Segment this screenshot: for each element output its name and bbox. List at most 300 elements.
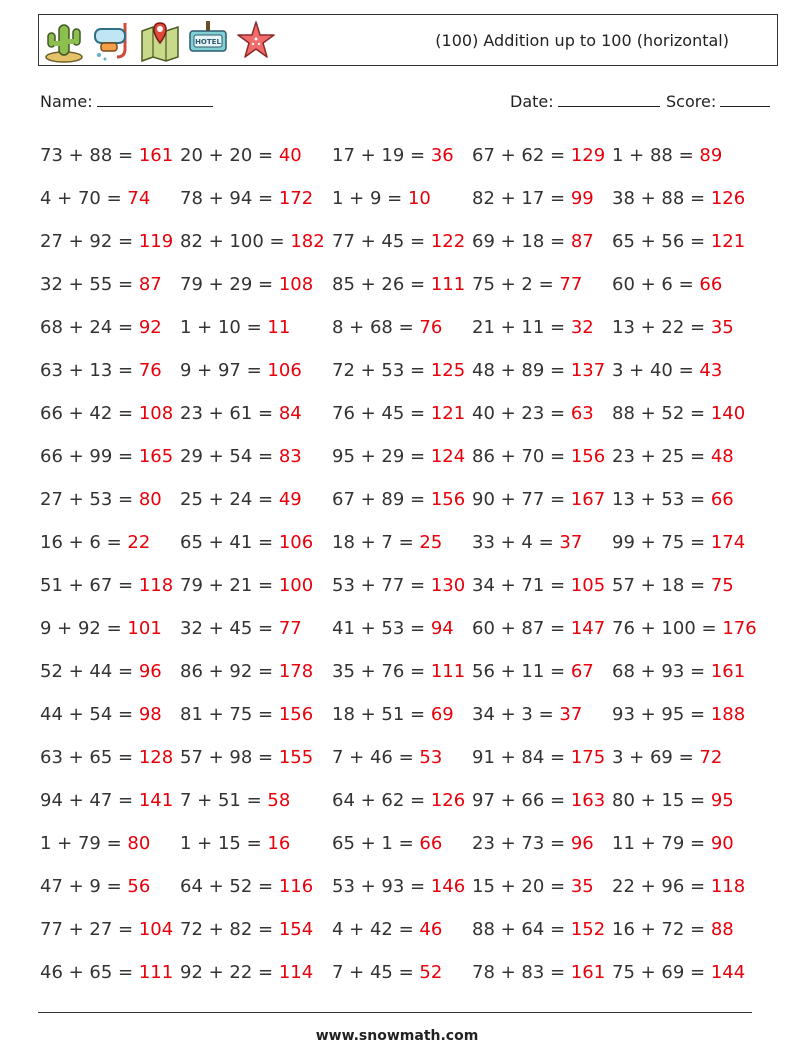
- problem-cell: [472, 736, 605, 779]
- problem-cell: [472, 349, 605, 392]
- problem-question: 60 + 87 =: [472, 618, 571, 639]
- worksheet-title: (100) Addition up to 100 (horizontal): [435, 31, 729, 50]
- problem-cell: [180, 177, 313, 220]
- problem-cell: [472, 908, 605, 951]
- problem-answer: 96: [138, 661, 162, 682]
- problem-question: 63 + 65 =: [40, 747, 139, 768]
- problem-question: 81 + 75 =: [180, 704, 279, 725]
- problem-answer: 178: [278, 661, 314, 682]
- problem-cell: [40, 435, 173, 478]
- problem-question: 27 + 92 =: [40, 231, 139, 252]
- name-label: Name:: [40, 92, 93, 111]
- problem-question: 88 + 64 =: [472, 919, 571, 940]
- problem-cell: [472, 693, 582, 736]
- problem-answer: 121: [430, 403, 466, 424]
- problem-answer: 25: [419, 532, 443, 553]
- cactus-icon: [43, 19, 85, 63]
- problem-answer: 114: [278, 962, 314, 983]
- problem-cell: [332, 779, 465, 822]
- problem-cell: [180, 134, 302, 177]
- problem-answer: 156: [278, 704, 314, 725]
- problem-cell: [612, 564, 734, 607]
- problem-answer: 111: [430, 661, 466, 682]
- problem-cell: [612, 306, 734, 349]
- problem-cell: [332, 435, 465, 478]
- problem-answer: 16: [267, 833, 291, 854]
- problem-cell: [180, 779, 290, 822]
- problem-cell: [612, 435, 734, 478]
- problem-answer: 92: [138, 317, 162, 338]
- problem-answer: 124: [430, 446, 466, 467]
- problem-answer: 126: [430, 790, 466, 811]
- problem-question: 52 + 44 =: [40, 661, 139, 682]
- problem-cell: [332, 306, 442, 349]
- problem-answer: 76: [419, 317, 443, 338]
- problem-answer: 75: [710, 575, 734, 596]
- problem-answer: 69: [430, 704, 454, 725]
- problem-question: 16 + 72 =: [612, 919, 711, 940]
- problem-cell: [180, 478, 302, 521]
- problem-cell: [40, 564, 173, 607]
- problem-answer: 46: [419, 919, 443, 940]
- problem-question: 94 + 47 =: [40, 790, 139, 811]
- problem-answer: 10: [407, 188, 431, 209]
- problem-question: 79 + 29 =: [180, 274, 279, 295]
- problem-cell: [332, 693, 454, 736]
- problem-cell: [612, 736, 722, 779]
- problem-cell: [612, 478, 734, 521]
- problem-cell: [472, 478, 605, 521]
- problem-cell: [472, 650, 594, 693]
- problem-answer: 121: [710, 231, 746, 252]
- problem-question: 32 + 45 =: [180, 618, 279, 639]
- problem-cell: [472, 951, 605, 994]
- problem-cell: [40, 908, 173, 951]
- problem-question: 23 + 25 =: [612, 446, 711, 467]
- problem-row: [40, 263, 760, 306]
- problem-question: 99 + 75 =: [612, 532, 711, 553]
- problem-question: 9 + 92 =: [40, 618, 128, 639]
- problem-question: 79 + 21 =: [180, 575, 279, 596]
- problem-question: 4 + 42 =: [332, 919, 420, 940]
- problem-question: 4 + 70 =: [40, 188, 128, 209]
- problem-question: 68 + 24 =: [40, 317, 139, 338]
- problem-cell: [472, 564, 605, 607]
- problem-question: 77 + 27 =: [40, 919, 139, 940]
- worksheet-header: [38, 14, 778, 66]
- problem-question: 68 + 93 =: [612, 661, 711, 682]
- problem-question: 56 + 11 =: [472, 661, 571, 682]
- problem-cell: [40, 865, 150, 908]
- problem-cell: [40, 478, 162, 521]
- problem-cell: [180, 865, 313, 908]
- problem-cell: [40, 177, 150, 220]
- problem-answer: 35: [710, 317, 734, 338]
- problem-row: [40, 650, 760, 693]
- problem-answer: 144: [710, 962, 746, 983]
- problem-question: 48 + 89 =: [472, 360, 571, 381]
- problem-answer: 101: [127, 618, 162, 639]
- problem-answer: 95: [710, 790, 734, 811]
- problem-question: 1 + 9 =: [332, 188, 408, 209]
- problem-question: 77 + 45 =: [332, 231, 431, 252]
- problem-answer: 52: [419, 962, 443, 983]
- problem-answer: 80: [138, 489, 162, 510]
- problem-answer: 66: [710, 489, 734, 510]
- problem-cell: [612, 521, 745, 564]
- problem-cell: [332, 392, 465, 435]
- problem-cell: [40, 134, 173, 177]
- problem-cell: [332, 650, 465, 693]
- problem-answer: 108: [138, 403, 174, 424]
- problem-question: 97 + 66 =: [472, 790, 571, 811]
- problem-answer: 119: [138, 231, 174, 252]
- problem-question: 13 + 53 =: [612, 489, 711, 510]
- problem-question: 7 + 45 =: [332, 962, 420, 983]
- problem-cell: [472, 521, 582, 564]
- problem-answer: 72: [699, 747, 723, 768]
- problem-answer: 137: [570, 360, 606, 381]
- problem-question: 41 + 53 =: [332, 618, 431, 639]
- problem-answer: 76: [138, 360, 162, 381]
- problem-answer: 104: [138, 919, 174, 940]
- problem-question: 57 + 18 =: [612, 575, 711, 596]
- problem-answer: 37: [559, 532, 583, 553]
- problem-answer: 163: [570, 790, 606, 811]
- problem-answer: 172: [278, 188, 314, 209]
- problem-cell: [180, 306, 290, 349]
- problem-answer: 174: [710, 532, 746, 553]
- problem-cell: [180, 736, 313, 779]
- problem-cell: [40, 349, 162, 392]
- problem-cell: [332, 908, 442, 951]
- problem-cell: [612, 607, 757, 650]
- problem-question: 3 + 40 =: [612, 360, 700, 381]
- problem-answer: 175: [570, 747, 606, 768]
- problem-question: 63 + 13 =: [40, 360, 139, 381]
- problem-question: 82 + 17 =: [472, 188, 571, 209]
- problem-answer: 66: [419, 833, 443, 854]
- name-blank[interactable]: [97, 92, 213, 107]
- problem-cell: [332, 564, 465, 607]
- problem-answer: 63: [570, 403, 594, 424]
- problem-question: 34 + 3 =: [472, 704, 560, 725]
- problem-answer: 90: [710, 833, 734, 854]
- problem-question: 23 + 73 =: [472, 833, 571, 854]
- problem-question: 86 + 92 =: [180, 661, 279, 682]
- problem-cell: [472, 779, 605, 822]
- problem-answer: 130: [430, 575, 466, 596]
- problem-answer: 125: [430, 360, 466, 381]
- problem-answer: 105: [570, 575, 606, 596]
- problem-question: 21 + 11 =: [472, 317, 571, 338]
- problem-question: 76 + 100 =: [612, 618, 723, 639]
- problem-answer: 98: [138, 704, 162, 725]
- problem-answer: 80: [127, 833, 151, 854]
- problem-question: 64 + 52 =: [180, 876, 279, 897]
- problem-row: [40, 865, 760, 908]
- problem-answer: 140: [710, 403, 746, 424]
- problem-question: 29 + 54 =: [180, 446, 279, 467]
- problem-answer: 49: [278, 489, 302, 510]
- problem-answer: 84: [278, 403, 302, 424]
- website-footer: www.snowmath.com: [315, 1028, 479, 1044]
- problem-answer: 161: [138, 145, 174, 166]
- problem-question: 86 + 70 =: [472, 446, 571, 467]
- problem-question: 15 + 20 =: [472, 876, 571, 897]
- problem-question: 80 + 15 =: [612, 790, 711, 811]
- starfish-icon: [235, 19, 277, 63]
- problem-answer: 111: [138, 962, 174, 983]
- problem-answer: 66: [699, 274, 723, 295]
- problem-question: 1 + 10 =: [180, 317, 268, 338]
- problem-question: 3 + 69 =: [612, 747, 700, 768]
- map-pin-icon: [139, 19, 181, 63]
- problem-cell: [180, 951, 313, 994]
- problem-question: 76 + 45 =: [332, 403, 431, 424]
- problem-question: 65 + 1 =: [332, 833, 420, 854]
- problem-answer: 74: [127, 188, 151, 209]
- problem-cell: [40, 951, 173, 994]
- problem-question: 57 + 98 =: [180, 747, 279, 768]
- problem-answer: 147: [570, 618, 606, 639]
- problem-answer: 83: [278, 446, 302, 467]
- header-icons: [43, 19, 277, 63]
- footer-divider: [38, 1012, 752, 1013]
- problem-cell: [472, 220, 594, 263]
- problem-cell: [472, 134, 605, 177]
- problem-answer: 154: [278, 919, 314, 940]
- problem-answer: 155: [278, 747, 314, 768]
- problem-question: 16 + 6 =: [40, 532, 128, 553]
- problem-cell: [332, 822, 442, 865]
- problem-cell: [332, 134, 454, 177]
- problem-cell: [612, 349, 722, 392]
- problem-cell: [40, 220, 173, 263]
- problem-question: 75 + 69 =: [612, 962, 711, 983]
- problem-cell: [180, 822, 290, 865]
- problem-answer: 99: [570, 188, 594, 209]
- problem-answer: 88: [710, 919, 734, 940]
- problem-question: 34 + 71 =: [472, 575, 571, 596]
- problem-answer: 188: [710, 704, 746, 725]
- problem-answer: 176: [722, 618, 757, 639]
- problem-cell: [180, 220, 325, 263]
- problem-question: 90 + 77 =: [472, 489, 571, 510]
- problem-cell: [40, 521, 150, 564]
- problem-cell: [612, 865, 745, 908]
- problem-cell: [180, 263, 313, 306]
- problem-answer: 141: [138, 790, 174, 811]
- problem-answer: 53: [419, 747, 443, 768]
- problem-answer: 89: [699, 145, 723, 166]
- problem-answer: 77: [559, 274, 583, 295]
- problem-cell: [180, 693, 313, 736]
- problem-cell: [472, 865, 594, 908]
- problem-question: 33 + 4 =: [472, 532, 560, 553]
- problem-row: [40, 693, 760, 736]
- problem-row: [40, 435, 760, 478]
- problem-cell: [332, 951, 442, 994]
- problem-cell: [180, 908, 313, 951]
- problem-question: 78 + 83 =: [472, 962, 571, 983]
- problem-answer: 56: [127, 876, 151, 897]
- problem-question: 7 + 51 =: [180, 790, 268, 811]
- problem-answer: 182: [290, 231, 325, 252]
- problem-question: 8 + 68 =: [332, 317, 420, 338]
- problem-question: 40 + 23 =: [472, 403, 571, 424]
- score-field[interactable]: [666, 92, 770, 111]
- problem-answer: 67: [570, 661, 594, 682]
- problem-question: 13 + 22 =: [612, 317, 711, 338]
- problem-question: 18 + 51 =: [332, 704, 431, 725]
- problem-cell: [332, 521, 442, 564]
- problem-answer: 156: [570, 446, 606, 467]
- problem-question: 9 + 97 =: [180, 360, 268, 381]
- problem-question: 92 + 22 =: [180, 962, 279, 983]
- problem-question: 1 + 15 =: [180, 833, 268, 854]
- problem-cell: [472, 177, 594, 220]
- problem-cell: [332, 349, 465, 392]
- problem-question: 67 + 62 =: [472, 145, 571, 166]
- problem-row: [40, 392, 760, 435]
- problem-row: [40, 822, 760, 865]
- problem-row: [40, 306, 760, 349]
- problem-question: 23 + 61 =: [180, 403, 279, 424]
- date-label: Date:: [510, 92, 554, 111]
- problem-cell: [332, 263, 465, 306]
- problem-cell: [612, 951, 745, 994]
- problem-answer: 48: [710, 446, 734, 467]
- problem-answer: 40: [278, 145, 302, 166]
- problem-cell: [180, 521, 313, 564]
- problem-cell: [332, 478, 465, 521]
- problem-row: [40, 478, 760, 521]
- problem-cell: [612, 908, 734, 951]
- problem-answer: 161: [570, 962, 606, 983]
- problem-question: 47 + 9 =: [40, 876, 128, 897]
- problem-cell: [472, 435, 605, 478]
- problem-question: 67 + 89 =: [332, 489, 431, 510]
- problem-cell: [612, 779, 734, 822]
- problem-cell: [472, 392, 594, 435]
- problem-question: 7 + 46 =: [332, 747, 420, 768]
- problem-answer: 116: [278, 876, 314, 897]
- problem-question: 65 + 56 =: [612, 231, 711, 252]
- hotel-sign-icon: [187, 19, 229, 63]
- date-field[interactable]: [510, 92, 660, 111]
- problem-question: 35 + 76 =: [332, 661, 431, 682]
- problem-answer: 77: [278, 618, 302, 639]
- problem-answer: 87: [138, 274, 162, 295]
- problem-answer: 100: [278, 575, 314, 596]
- problem-question: 32 + 55 =: [40, 274, 139, 295]
- problem-cell: [40, 822, 150, 865]
- problem-question: 91 + 84 =: [472, 747, 571, 768]
- problem-row: [40, 736, 760, 779]
- problem-question: 72 + 82 =: [180, 919, 279, 940]
- problem-question: 73 + 88 =: [40, 145, 139, 166]
- problem-answer: 118: [138, 575, 174, 596]
- problem-question: 18 + 7 =: [332, 532, 420, 553]
- problem-row: [40, 177, 760, 220]
- problem-answer: 108: [278, 274, 314, 295]
- problem-cell: [332, 736, 442, 779]
- date-blank[interactable]: [558, 92, 660, 107]
- problem-answer: 96: [570, 833, 594, 854]
- problem-answer: 36: [430, 145, 454, 166]
- problem-cell: [612, 392, 745, 435]
- problem-question: 1 + 79 =: [40, 833, 128, 854]
- score-blank[interactable]: [720, 92, 770, 107]
- problem-row: [40, 134, 760, 177]
- problem-cell: [612, 693, 745, 736]
- problem-cell: [612, 822, 734, 865]
- problem-answer: 32: [570, 317, 594, 338]
- problem-cell: [332, 220, 465, 263]
- problem-cell: [472, 263, 582, 306]
- problem-question: 69 + 18 =: [472, 231, 571, 252]
- problem-cell: [612, 650, 745, 693]
- problem-answer: 146: [430, 876, 466, 897]
- problem-cell: [180, 607, 302, 650]
- problem-question: 66 + 99 =: [40, 446, 139, 467]
- problem-question: 22 + 96 =: [612, 876, 711, 897]
- name-field[interactable]: [40, 92, 213, 111]
- problem-answer: 128: [138, 747, 174, 768]
- problem-row: [40, 349, 760, 392]
- problem-answer: 156: [430, 489, 466, 510]
- snorkel-mask-icon: [91, 19, 133, 63]
- problem-answer: 122: [430, 231, 466, 252]
- problem-question: 38 + 88 =: [612, 188, 711, 209]
- problem-question: 51 + 67 =: [40, 575, 139, 596]
- problem-answer: 35: [570, 876, 594, 897]
- problem-answer: 106: [267, 360, 302, 381]
- problem-cell: [180, 435, 302, 478]
- problem-answer: 87: [570, 231, 594, 252]
- problem-cell: [40, 392, 173, 435]
- problem-question: 60 + 6 =: [612, 274, 700, 295]
- problem-cell: [40, 736, 173, 779]
- problem-row: [40, 521, 760, 564]
- problem-cell: [180, 650, 313, 693]
- problem-question: 93 + 95 =: [612, 704, 711, 725]
- problem-cell: [180, 564, 313, 607]
- problem-answer: 37: [559, 704, 583, 725]
- problem-cell: [612, 220, 745, 263]
- problem-cell: [332, 865, 465, 908]
- problem-question: 27 + 53 =: [40, 489, 139, 510]
- problem-cell: [332, 177, 431, 220]
- score-label: Score:: [666, 92, 717, 111]
- problem-cell: [332, 607, 454, 650]
- problem-question: 64 + 62 =: [332, 790, 431, 811]
- problem-question: 88 + 52 =: [612, 403, 711, 424]
- problem-row: [40, 220, 760, 263]
- problem-cell: [612, 134, 722, 177]
- problem-cell: [180, 349, 302, 392]
- problem-answer: 22: [127, 532, 151, 553]
- problem-row: [40, 908, 760, 951]
- problem-question: 72 + 53 =: [332, 360, 431, 381]
- problem-cell: [472, 306, 594, 349]
- problem-answer: 167: [570, 489, 606, 510]
- problem-cell: [180, 392, 302, 435]
- problem-question: 1 + 88 =: [612, 145, 700, 166]
- problem-question: 11 + 79 =: [612, 833, 711, 854]
- problem-cell: [40, 693, 162, 736]
